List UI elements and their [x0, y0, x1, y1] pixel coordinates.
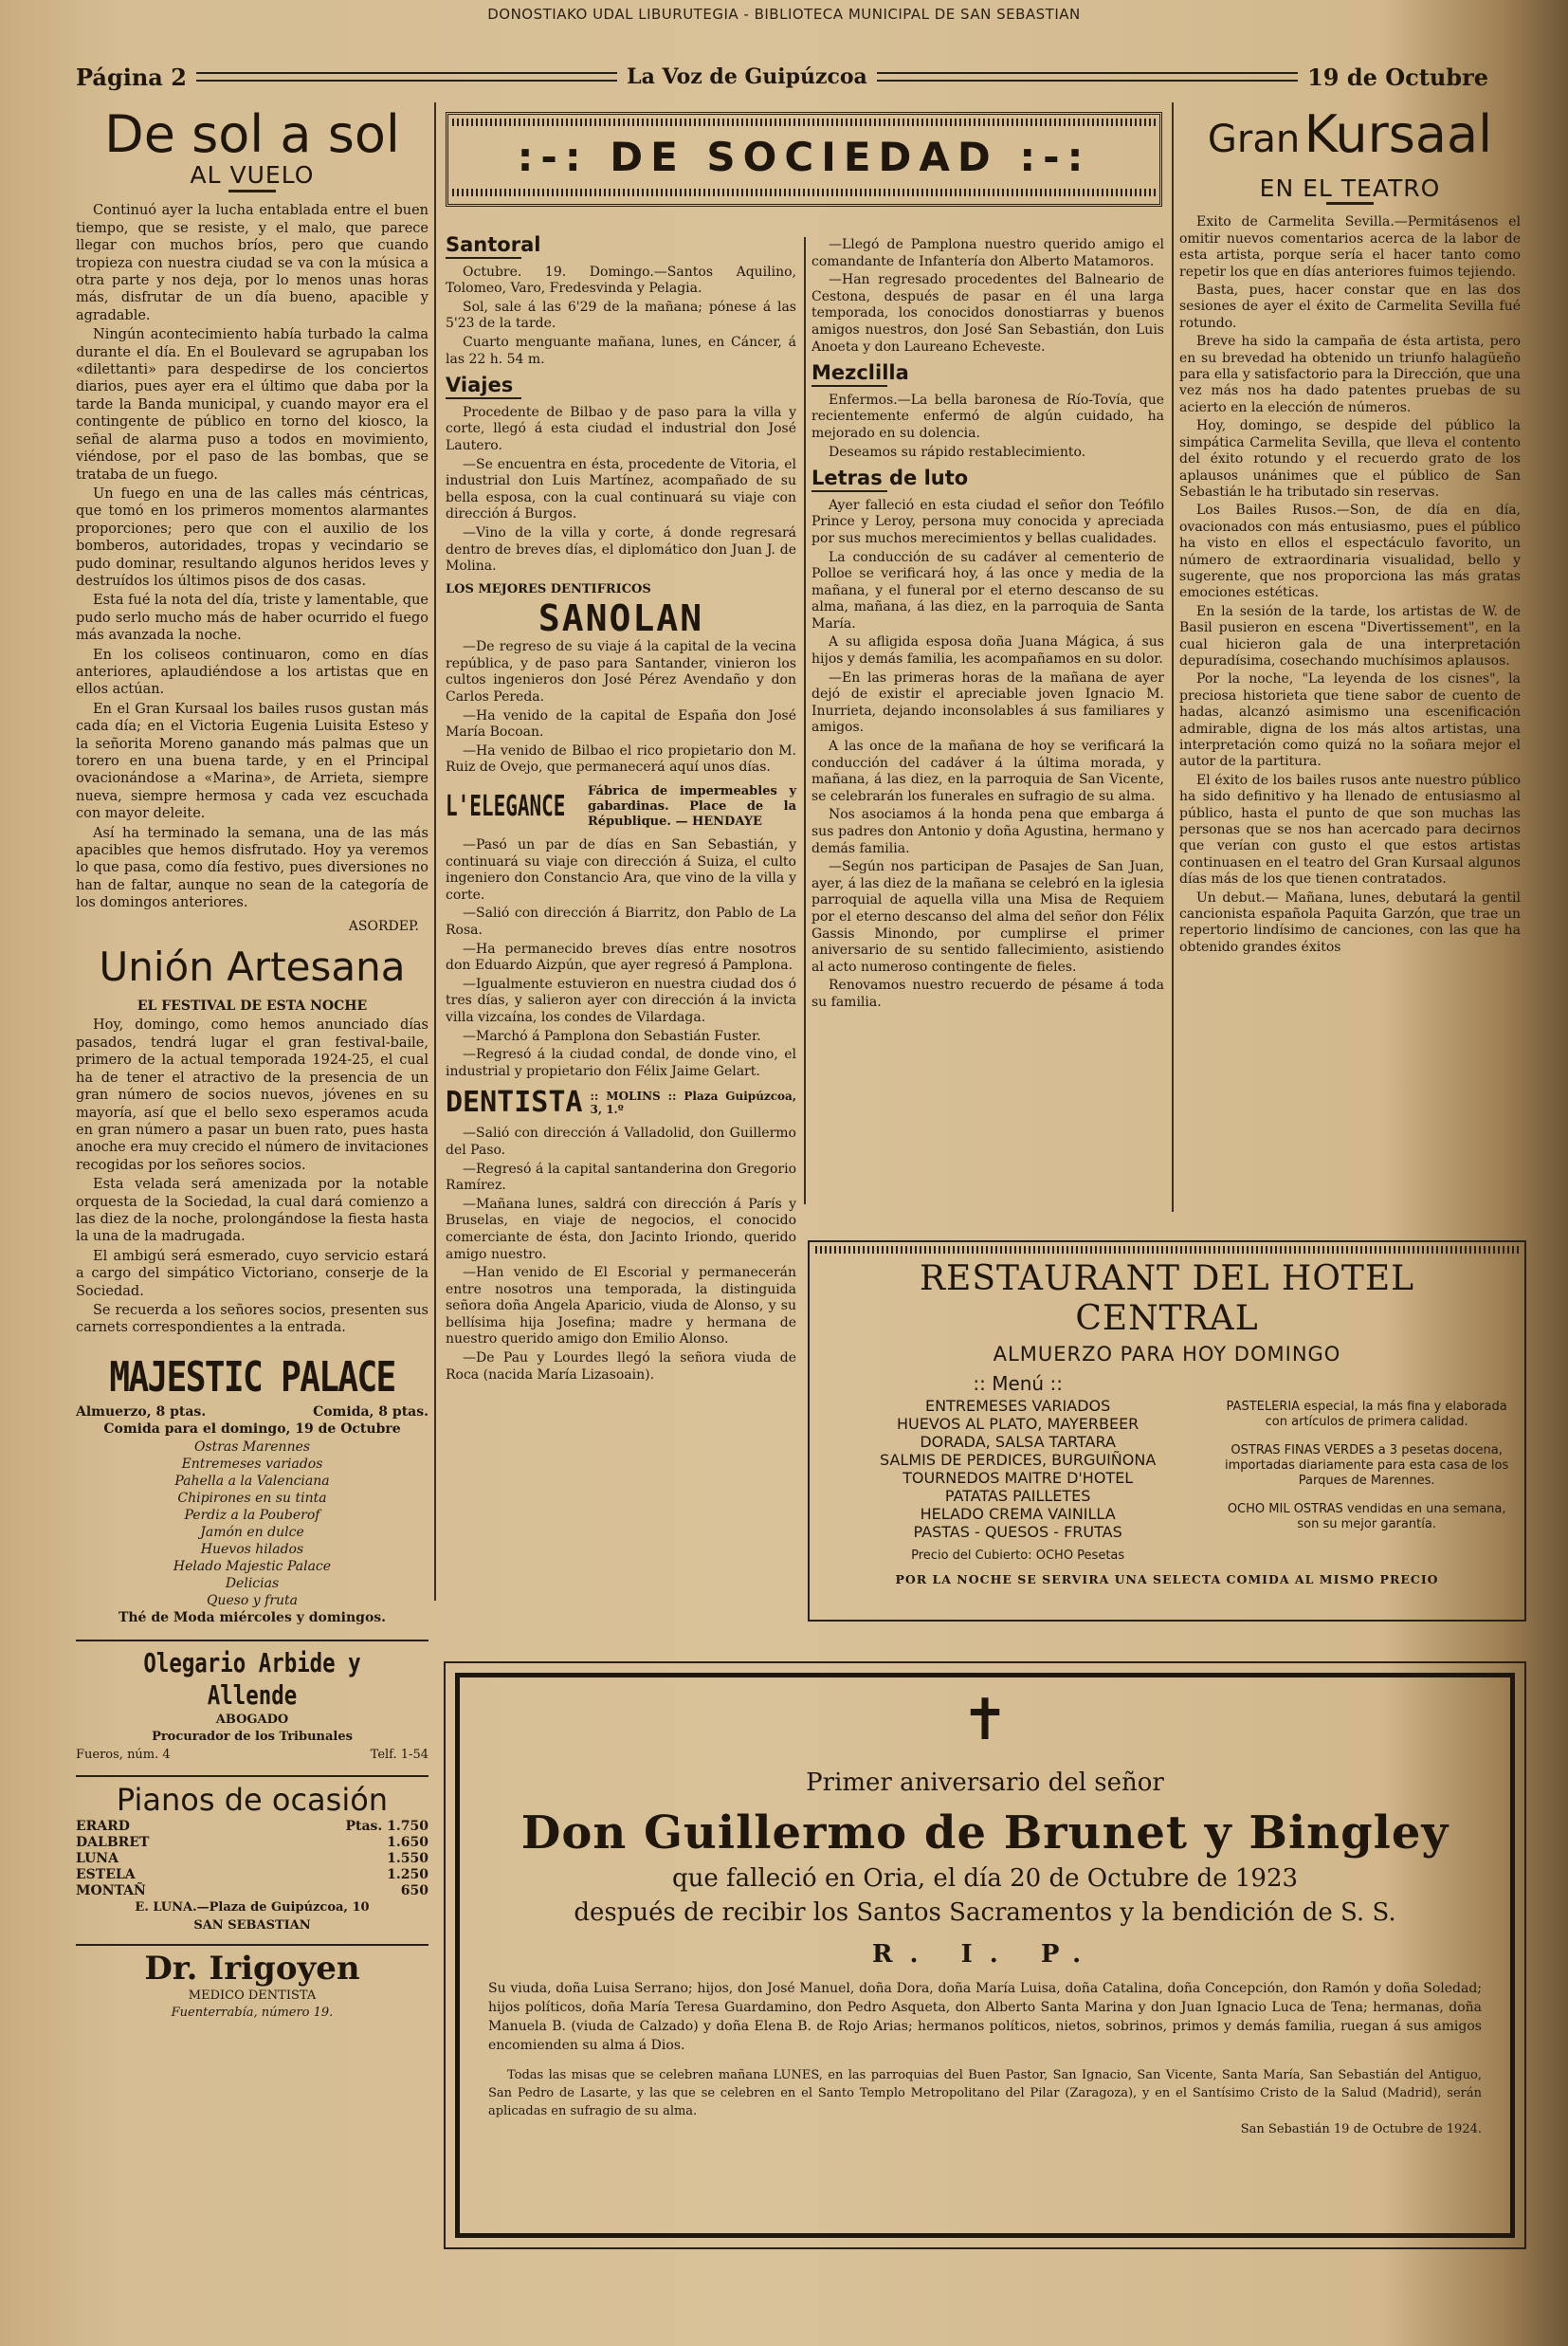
- paragraph: —Ha venido de la capital de España don José María Bocoan.: [446, 707, 796, 741]
- paragraph: Continuó ayer la lucha entablada entre el buen tiempo, que se resiste, y el malo, que parece llegar con muchos bríos, pero que cuando tropieza con nuestra ciudad se va con la música a otra parte y nos deja, por lo menos unas horas más, disfrutar de un día bueno, apacible y agradable.: [76, 203, 428, 323]
- ad-pianos: [76, 1775, 428, 1934]
- menu-item: SALMIS DE PERDICES, BURGUIÑONA: [880, 1451, 1157, 1469]
- paragraph: —Han venido de El Escorial y permanecerán entre nosotros una temporada, la distinguida señora doña Angela Aparicio, viuda de Alonso, y su bellísima hija Josefina; madre y hermana de nuestro querido amigo don Emilio Alonso.: [446, 1265, 796, 1347]
- article-title-de-sol-a-sol: De sol a sol: [104, 104, 400, 164]
- signature: ASORDEP.: [348, 918, 419, 934]
- title-part: Kursaal: [1304, 104, 1493, 164]
- piano-name: ESTELA: [76, 1867, 136, 1883]
- menu-item: Pahella a la Valenciana: [174, 1473, 330, 1489]
- paragraph: —Regresó á la capital santanderina don Gregorio Ramírez.: [446, 1161, 796, 1194]
- paragraph: Exito de Carmelita Sevilla.—Permitásenos el omitir nuevos comentarios acerca de la labor de esta artista, porque sería el hacer tanto como repetir los que en días anteriores fuimos tejiendo.: [1179, 214, 1521, 280]
- library-header: DONOSTIAKO UDAL LIBURUTEGIA - BIBLIOTECA MUNICIPAL DE SAN SEBASTIAN: [487, 6, 1081, 23]
- de-sociedad-banner: [446, 112, 1162, 207]
- ad-elegance: [446, 784, 796, 830]
- menu-price: Precio del Cubierto: OCHO Pesetas: [911, 1549, 1125, 1563]
- paragraph: —Igualmente estuvieron en nuestra ciudad dos ó tres días, y salieron ayer con dirección á la invicta villa vizcaína, los condes de Vilardaga.: [446, 976, 796, 1025]
- paragraph: —Vino de la villa y corte, á donde regresará dentro de breves días, el diplomático don Juan J. de Molina.: [446, 524, 796, 575]
- piano-price: 1.550: [387, 1851, 428, 1867]
- paragraph: Hoy, domingo, como hemos anunciado días pasados, tendrá lugar el gran festival-baile, primero de la actual temporada 1924-25, el cual ha de tener el atractivo de la presencia de un gran número de socios nuevos, jóvenes en su mayoría, así que el bello sexo esperamos acuda en gran número a pasar un buen rato, pues hasta anoche era muy crecido el número de invitaciones recogidas por los señores socios.: [76, 1017, 428, 1173]
- paragraph: Nos asociamos á la honda pena que embarga á sus padres don Antonio y doña Agustina, hermano y demás familia.: [811, 807, 1164, 856]
- menu-item: TOURNEDOS MAITRE D'HOTEL: [903, 1469, 1134, 1487]
- ad-dentista-molins: [446, 1086, 796, 1120]
- article-title-gran-kursaal: [1179, 106, 1521, 176]
- page-number: Página 2: [76, 63, 187, 91]
- ad-text: E. LUNA.—Plaza de Guipúzcoa, 10: [135, 1900, 370, 1915]
- newspaper-name: La Voz de Guipúzcoa: [627, 64, 867, 89]
- paragraph: —Según nos participan de Pasajes de San Juan, ayer, á las diez de la mañana se celebró en la iglesia parroquial de aquella villa una Misa de Requiem por el eterno descanso del alma del señor don Félix Gassis Minondo, por cumplirse el primer aniversario de su sentido fallecimiento, asistiendo al acto numeroso contingente de fieles.: [811, 859, 1164, 975]
- menu-item: HELADO CREMA VAINILLA: [920, 1505, 1116, 1523]
- paragraph: —Ha permanecido breves días entre nosotros don Eduardo Aizpún, que ayer regresó á Pamplona.: [446, 941, 796, 974]
- paragraph: El ambigú será esmerado, cuyo servicio estará a cargo del simpático Victoriano, conserje de la Sociedad.: [76, 1248, 428, 1299]
- paragraph: Ayer falleció en esta ciudad el señor don Teófilo Prince y Leroy, persona muy conocida y apreciada por sus muchos merecimientos y bellas cualidades.: [811, 497, 1164, 546]
- ad-text: :: MOLINS :: Plaza Guipúzcoa, 3, 1.º: [590, 1090, 796, 1117]
- paragraph: —Salió con dirección á Biarritz, don Pablo de La Rosa.: [446, 906, 796, 938]
- article-subtitle: EN EL TEATRO: [1179, 180, 1521, 205]
- obituary-intro: Primer aniversario del señor: [806, 1769, 1164, 1797]
- paragraph: Un fuego en una de las calles más céntricas, que tomó en los primeros momentos alarmantes proporciones; pero que con el auxilio de los bomberos, autoridades, tropas y vecindario se pudo dominar, resultando algunos heridos leves y destruídos los últimos pisos de dos casas.: [76, 486, 428, 589]
- obituary-date: San Sebastián 19 de Octubre de 1924.: [1240, 2122, 1482, 2136]
- paragraph: Se recuerda a los señores socios, presenten sus carnets correspondientes a la entrada.: [76, 1302, 428, 1336]
- menu-item: Ostras Marennes: [193, 1439, 311, 1455]
- ad-title: Olegario Arbide y Allende: [143, 1647, 361, 1711]
- paragraph: Un debut.— Mañana, lunes, debutará la gentil cancionista española Paquita Garzón, que trae un repertorio lindísimo de canciones, con las que ha obtenido grandes éxitos: [1179, 889, 1521, 955]
- piano-name: DALBRET: [76, 1835, 150, 1851]
- ad-text: LOS MEJORES DENTIFRICOS: [446, 581, 651, 596]
- ad-subtitle: ALMUERZO PARA HOY DOMINGO: [993, 1343, 1341, 1365]
- paragraph: Así ha terminado la semana, una de las más apacibles que hemos disfrutado. Hoy ya veremos lo que pasa, como día festivo, pues diversiones no han de faltar, aunque no sean de la categoría de los domingos anteriores.: [76, 825, 428, 911]
- ad-text: Fábrica de impermeables y gabardinas. Place de la République. — HENDAYE: [588, 784, 796, 830]
- paragraph: Procedente de Bilbao y de paso para la villa y corte, llegó á esta ciudad el industrial don José Lautero.: [446, 404, 796, 453]
- paragraph: —Han regresado procedentes del Balneario de Cestona, después de pasar en él una larga temporada, los conocidos donostiarras y buenos amigos nuestros, don José San Sebastián, don Luis Anoeta y don Laureano Echeveste.: [811, 272, 1164, 355]
- paragraph: —Pasó un par de días en San Sebastián, y continuará su viaje con dirección á Suiza, el culto ingeniero don Constancio Ara, que vino de la villa y corte.: [446, 837, 796, 903]
- paragraph: Cuarto menguante mañana, lunes, en Cáncer, á las 22 h. 54 m.: [446, 334, 796, 367]
- paragraph: En la sesión de la tarde, los artistas de W. de Basil pusieron en escena "Divertissement", en la cual hicieron gala de una interpretación depuradísima, cosechando muchísimos aplausos.: [1179, 603, 1521, 669]
- section-heading-mezclilla: Mezclilla: [811, 365, 1164, 387]
- menu-item: Entremeses variados: [181, 1456, 323, 1472]
- section-banner-title: :-: DE SOCIEDAD :-:: [517, 134, 1091, 180]
- paragraph: Octubre. 19. Domingo.—Santos Aquilino, Tolomeo, Varo, Fredesvinda y Pelagia.: [446, 264, 796, 297]
- paragraph: Esta fué la nota del día, triste y lamentable, que pudo serlo mucho más de haber ocurrido el fuego más avanzada la noche.: [76, 593, 428, 644]
- section-heading-santoral: Santoral: [446, 237, 796, 259]
- piano-name: ERARD: [76, 1819, 130, 1835]
- ad-text: MEDICO DENTISTA: [188, 1989, 317, 2004]
- ad-text: OCHO MIL OSTRAS vendidas en una semana, son su mejor garantía.: [1227, 1502, 1506, 1531]
- menu-heading: :: Menú ::: [973, 1372, 1063, 1395]
- column-3: [811, 237, 1164, 1014]
- paragraph: Ningún acontecimiento había turbado la calma durante el día. En el Boulevard se agrupaban los «dilettanti» para despedirse de los conciertos diarios, pues ayer era el último que daba por la tarde la Banda municipal, y cuando mayor era el contingente de público en torno del kiosco, la señal de alarma puso a todos en movimiento, viéndose, por el paso de las bombas, que se trataba de un fuego.: [76, 327, 428, 483]
- paragraph: En el Gran Kursaal los bailes rusos gustan más cada día; en el Victoria Eugenia Luisita Esteso y la señorita Moreno ganando más palmas que un torero en una buena tarde, y en el Principal ovacionándose a «Marina», de Arrieta, siempre nueva, siempre hermosa y cada vez escuchada con mayor deleite.: [76, 701, 428, 822]
- paragraph: Esta velada será amenizada por la notable orquesta de la Sociedad, la cual dará comienzo a las diez de la noche, prolongándose la fiesta hasta la una de la madrugada.: [76, 1177, 428, 1245]
- article-title-union-artesana: Unión Artesana: [99, 944, 406, 991]
- paragraph: Los Bailes Rusos.—Son, de día en día, ovacionados con más entusiasmo, pues el público ha visto en ellos el espectáculo favorito, un número de extraordinaria visualidad, bello y sugerente, que nos proporciona las más gratas emociones estéticas.: [1179, 503, 1521, 601]
- paragraph: Breve ha sido la campaña de ésta artista, pero en su brevedad ha obtenido un triunfo halagüeño para ella y satisfactorio para la Dirección, que una vez más nos ha dado patentes pruebas de su acierto en la elección de números.: [1179, 334, 1521, 415]
- ad-text: PASTELERIA especial, la más fina y elaborada con artículos de primera calidad.: [1226, 1400, 1507, 1429]
- paragraph: —Salió con dirección á Valladolid, don Guillermo del Paso.: [446, 1126, 796, 1158]
- piano-name: LUNA: [76, 1851, 119, 1867]
- menu-item: Helado Majestic Palace: [173, 1558, 332, 1574]
- obituary-rip: R. I. P.: [871, 1940, 1099, 1969]
- ad-text: SAN SEBASTIAN: [193, 1917, 311, 1933]
- obituary-family: Su viuda, doña Luisa Serrano; hijos, don José Manuel, doña Dora, doña María Luisa, doña Catalina, doña Concepción, don Ramón y doña Soledad; hijos políticos, doña María Teresa Guardamino, don Pedro Asqueta, don Alberto Santa Marina y don Juan Ignacio Luca de Tena; hermanas, doña Manuela B. (viuda de Calzado) y doña Elena B. de Rojo Arias; hermanos políticos, nietos, sobrinos, primos y demás familia, ruegan á sus amigos encomienden su alma á Dios.: [488, 1981, 1482, 2053]
- ad-irigoyen: [76, 1944, 428, 2023]
- obituary-name: Don Guillermo de Brunet y Bingley: [520, 1806, 1449, 1860]
- paragraph: —De regreso de su viaje á la capital de la vecina república, y de paso para Santander, vinieron los cultos ingenieros don José Pérez Avendaño y don Carlos Pereda.: [446, 639, 796, 706]
- obituary-notice: [444, 1661, 1526, 2249]
- cross-icon: ✝: [960, 1687, 1010, 1753]
- menu-item: HUEVOS AL PLATO, MAYERBEER: [897, 1415, 1140, 1433]
- menu-item: Delicias: [225, 1575, 280, 1591]
- paragraph: Sol, sale á las 6'29 de la mañana; pónese á las 5'23 de la tarde.: [446, 299, 796, 332]
- paragraph: La conducción de su cadáver al cementerio de Polloe se verificará hoy, á las once y media de la mañana, y el funeral por el eterno descanso de su alma, mañana, á las diez, en la parroquia de Santa María.: [811, 549, 1164, 632]
- column-1: [76, 102, 428, 2023]
- ad-text: Procurador de los Tribunales: [152, 1730, 353, 1745]
- ad-text: Fuenterrabía, número 19.: [171, 2006, 334, 2021]
- paragraph: —Se encuentra en ésta, procedente de Vitoria, el industrial don Luis Martínez, acompañado de su bella esposa, con la cual continuará su viaje con dirección á Burgos.: [446, 456, 796, 522]
- ad-arbide: [76, 1640, 428, 1764]
- obituary-text: que falleció en Oria, el día 20 de Octubre de 1923: [671, 1864, 1299, 1893]
- column-2: [446, 233, 796, 1385]
- paragraph: —Llegó de Pamplona nuestro querido amigo el comandante de Infantería don Alberto Matamoros.: [811, 237, 1164, 269]
- ad-text: Comida para el domingo, 19 de Octubre: [103, 1421, 401, 1438]
- ad-restaurant-hotel-central: [808, 1240, 1526, 1622]
- ad-title: MAJESTIC PALACE: [109, 1352, 395, 1402]
- paragraph: Renovamos nuestro recuerdo de pésame á toda su familia.: [811, 978, 1164, 1010]
- paragraph: Deseamos su rápido restablecimiento.: [829, 444, 1086, 460]
- menu-item: Chipirones en su tinta: [177, 1490, 327, 1506]
- ad-text: OSTRAS FINAS VERDES a 3 pesetas docena, importadas diariamente para esta casa de los Parques de Marennes.: [1225, 1443, 1509, 1488]
- ad-price: Almuerzo, 8 ptas.: [76, 1403, 207, 1420]
- menu-item: Jamón en dulce: [200, 1524, 304, 1540]
- ad-title: RESTAURANT DEL HOTEL CENTRAL: [919, 1259, 1415, 1338]
- ad-sanolan-title: SANOLAN: [538, 597, 704, 640]
- paragraph: Enfermos.—La bella baronesa de Río-Tovía, que recientemente enfermó de algún cuidado, ha mejorado en su dolencia.: [811, 392, 1164, 441]
- piano-price: 1.250: [387, 1867, 428, 1883]
- paragraph: A las once de la mañana de hoy se verificará la conducción del cadáver á la última morada, y mañana, á las diez, en la parroquia de San Vicente, se celebrarán los funerales en sufragio de su alma.: [811, 739, 1164, 804]
- paragraph: —Ha venido de Bilbao el rico propietario don M. Ruiz de Ovejo, que permanecerá aquí unos días.: [446, 742, 796, 776]
- title-part: Gran: [1207, 118, 1301, 161]
- masthead: [76, 63, 1488, 91]
- ad-title: Dr. Irigoyen: [144, 1950, 360, 1989]
- article-heading: EL FESTIVAL DE ESTA NOCHE: [137, 999, 368, 1015]
- piano-price: 1.650: [387, 1835, 428, 1851]
- ad-footer: POR LA NOCHE SE SERVIRA UNA SELECTA COMIDA AL MISMO PRECIO: [895, 1572, 1439, 1586]
- ad-text: Telf. 1-54: [370, 1747, 428, 1762]
- paragraph: —En las primeras horas de la mañana de ayer dejó de existir el apreciable joven Ignacio M. Inurrieta, dejando inconsolables á sus familiares y amigos.: [811, 669, 1164, 736]
- ad-title: Pianos de ocasión: [116, 1782, 389, 1819]
- paragraph: Hoy, domingo, se despide del público la simpática Carmelita Sevilla, que lleva el contento del éxito rotundo y el recuerdo grato de los aplausos unánimes que el público de San Sebastián le ha tributado sin reservas.: [1179, 418, 1521, 500]
- paragraph: En los coliseos continuaron, como en días anteriores, aplaudiéndose a los artistas que en ellos actúan.: [76, 647, 428, 698]
- menu-item: PATATAS PAILLETES: [944, 1487, 1091, 1505]
- piano-price: Ptas. 1.750: [345, 1819, 428, 1835]
- paragraph: El éxito de los bailes rusos ante nuestro público ha sido definitivo y ha llenado de entusiasmo al público, hasta el punto de que son muchas las personas que se nos han acercado para decirnos que verían con gusto el que estos artistas continuasen en el teatro del Gran Kursaal algunos días más de los que tienen contratados.: [1179, 772, 1521, 888]
- ad-text: ABOGADO: [215, 1713, 289, 1727]
- section-heading-viajes: Viajes: [446, 377, 796, 399]
- ad-text: Fueros, núm. 4: [76, 1747, 171, 1762]
- ad-title: L'ELEGANCE: [446, 790, 566, 824]
- paragraph: A su afligida esposa doña Juana Mágica, á sus hijos y demás familia, les acompañamos en su dolor.: [811, 634, 1164, 668]
- obituary-text: después de recibir los Santos Sacramentos y la bendición de S. S.: [574, 1898, 1396, 1927]
- menu-item: ENTREMESES VARIADOS: [925, 1397, 1111, 1415]
- menu-item: PASTAS - QUESOS - FRUTAS: [913, 1523, 1122, 1541]
- paragraph: —Mañana lunes, saldrá con dirección á París y Bruselas, en viaje de negocios, el conocido comerciante de ésta, don Jacinto Iriondo, querido amigo nuestro.: [446, 1196, 796, 1262]
- menu-item: Queso y fruta: [206, 1592, 299, 1608]
- piano-price: 650: [400, 1883, 428, 1899]
- paragraph: Basta, pues, hacer constar que en las dos sesiones de ayer el éxito de Carmelita Sevilla fué rotundo.: [1179, 283, 1521, 331]
- piano-name: MONTAÑ: [76, 1883, 146, 1899]
- paragraph: —Regresó á la ciudad condal, de donde vino, el industrial y propietario don Félix Jaime Gelart.: [446, 1047, 796, 1079]
- section-heading-letras-de-luto: Letras de luto: [811, 470, 1164, 492]
- menu-item: Perdiz a la Pouberof: [184, 1507, 320, 1523]
- paragraph: —Marchó á Pamplona don Sebastián Fuster.: [463, 1028, 761, 1044]
- article-subtitle: AL VUELO: [76, 167, 428, 192]
- obituary-masses: Todas las misas que se celebren mañana LUNES, en las parroquias del Buen Pastor, San Ignacio, San Vicente, Santa María, San Sebastián del Antiguo, San Pedro de Lasarte, y las que se celebren en el Santo Templo Metropolitano del Pilar (Zaragoza), y en el Santísimo Cristo de la Salud (Madrid), serán aplicadas en sufragio de su alma.: [488, 2068, 1482, 2118]
- paragraph: Por la noche, "La leyenda de los cisnes", la preciosa historieta que tiene sabor de cuento de hadas, alcanzó asimismo una escenificación admirable, digna de los más altos artistas, una interpretación como quizá no la soñara mejor el autor de la partitura.: [1179, 671, 1521, 770]
- column-4: [1179, 102, 1521, 958]
- paragraph: —De Pau y Lourdes llegó la señora viuda de Roca (nacida María Lizasoain).: [446, 1350, 796, 1383]
- ad-price: Comida, 8 ptas.: [313, 1403, 428, 1420]
- ad-text: Thé de Moda miércoles y domingos.: [118, 1609, 387, 1625]
- ad-title: DENTISTA: [446, 1086, 583, 1120]
- menu-item: DORADA, SALSA TARTARA: [920, 1433, 1116, 1451]
- issue-date: 19 de Octubre: [1307, 63, 1488, 91]
- menu-item: Huevos hilados: [200, 1541, 304, 1557]
- ad-majestic-palace: [76, 1352, 428, 1626]
